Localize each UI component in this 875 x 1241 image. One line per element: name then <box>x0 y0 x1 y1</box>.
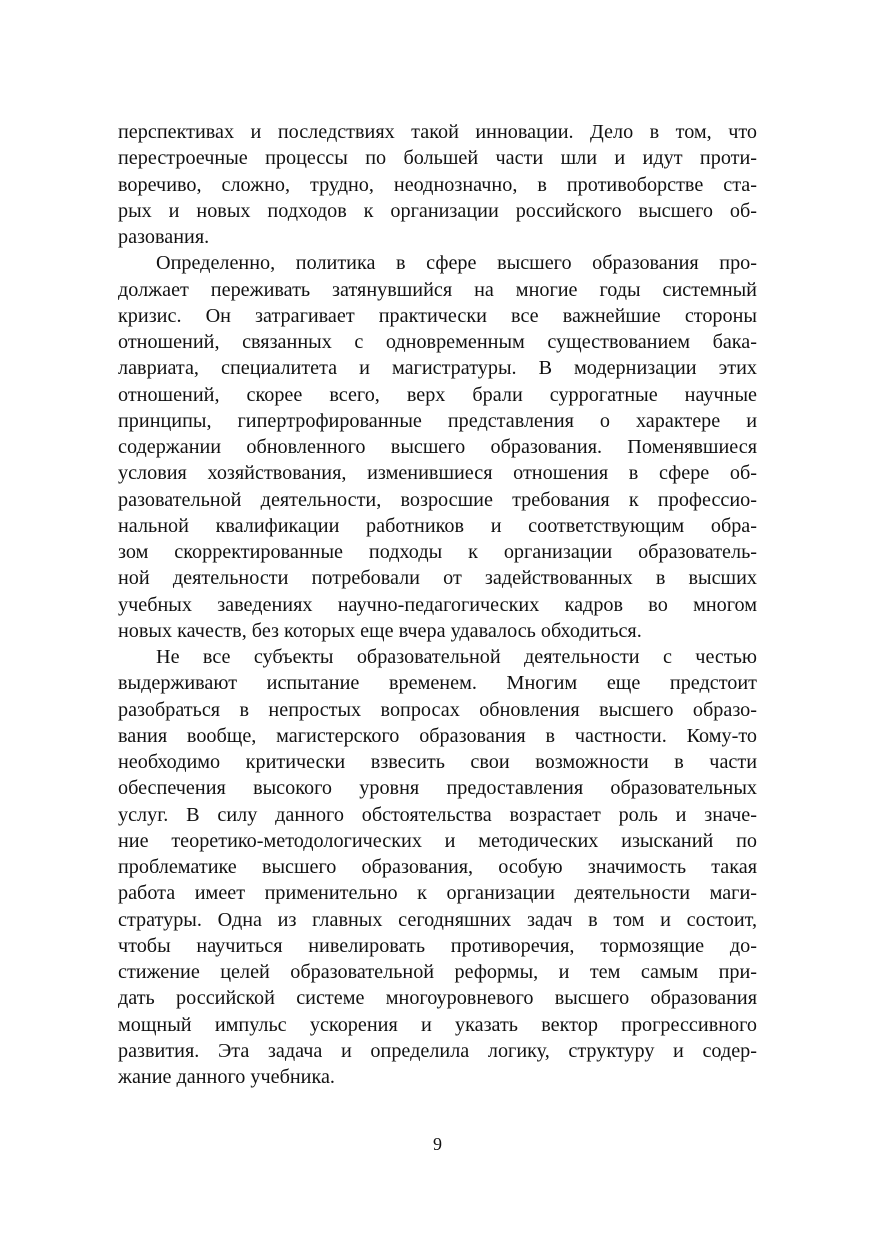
paragraph-3 <box>118 644 757 1090</box>
text-line: обеспечения высокого уровня предоставления образовательных <box>118 777 757 800</box>
text-line: разовательной деятельности, возросшие требования к профессио- <box>118 488 757 511</box>
text-line: услуг. В силу данного обстоятельства возрастает роль и значе- <box>118 803 757 826</box>
text-line: развития. Эта задача и определила логику, структуру и содер- <box>118 1039 757 1062</box>
text-line: принципы, гипертрофированные представления о характере и <box>118 409 757 432</box>
text-line: стижение целей образовательной реформы, и тем самым при- <box>118 961 757 983</box>
text-line: необходимо критически взвесить свои возможности в части <box>118 751 757 773</box>
text-line: отношений, связанных с одновременным существованием бака- <box>118 331 757 353</box>
text-line: кризис. Он затрагивает практически все важнейшие стороны <box>118 304 757 327</box>
text-line: воречиво, сложно, трудно, неоднозначно, в противоборстве ста- <box>118 173 757 196</box>
text-line: условия хозяйствования, изменившиеся отношения в сфере об- <box>118 462 757 485</box>
page-number: 9 <box>433 1134 442 1154</box>
paragraph-2 <box>118 250 757 644</box>
text-line: рых и новых подходов к организации российского высшего об- <box>118 199 757 222</box>
body-text <box>118 119 757 1090</box>
text-line: учебных заведениях научно-педагогических кадров во многом <box>118 593 757 616</box>
text-line: работа имеет применительно к организации деятельности маги- <box>118 882 757 905</box>
text-line: должает переживать затянувшийся на многие годы системный <box>118 278 757 301</box>
text-line: выдерживают испытание временем. Многим еще предстоит <box>118 672 757 695</box>
text-line: Не все субъекты образовательной деятельности с честью <box>156 646 757 668</box>
text-line: разобраться в непростых вопросах обновления высшего образо- <box>118 698 757 721</box>
text-line: жание данного учебника. <box>118 1066 335 1088</box>
text-line: мощный импульс ускорения и указать вектор прогрессивного <box>118 1013 757 1036</box>
text-line: перестроечные процессы по большей части шли и идут проти- <box>118 147 757 170</box>
text-line: зом скорректированные подходы к организации образователь- <box>118 541 757 563</box>
text-line: лавриата, специалитета и магистратуры. В модернизации этих <box>118 357 757 380</box>
text-line: дать российской системе многоуровневого высшего образования <box>118 987 757 1010</box>
text-line: ние теоретико-методологических и методических изысканий по <box>118 829 757 852</box>
text-line: разования. <box>118 226 210 248</box>
text-line: проблематике высшего образования, особую значимость такая <box>118 856 757 878</box>
text-line: вания вообще, магистерского образования в частности. Кому-то <box>118 724 757 747</box>
text-line: Определенно, политика в сфере высшего образования про- <box>156 252 757 275</box>
paragraph-1 <box>118 119 757 250</box>
text-line: содержании обновленного высшего образования. Поменявшиеся <box>118 436 757 458</box>
text-line: новых качеств, без которых еще вчера удавалось обходиться. <box>118 619 642 642</box>
text-line: стратуры. Одна из главных сегодняшних задач в том и состоит, <box>118 908 757 931</box>
text-line: отношений, скорее всего, верх брали суррогатные научные <box>118 383 757 406</box>
text-line: ной деятельности потребовали от задействованных в высших <box>118 567 757 590</box>
text-line: чтобы научиться нивелировать противоречия, тормозящие до- <box>118 934 757 957</box>
text-line: перспективах и последствиях такой инновации. Дело в том, что <box>118 121 757 143</box>
text-line: нальной квалификации работников и соответствующим обра- <box>118 514 757 537</box>
